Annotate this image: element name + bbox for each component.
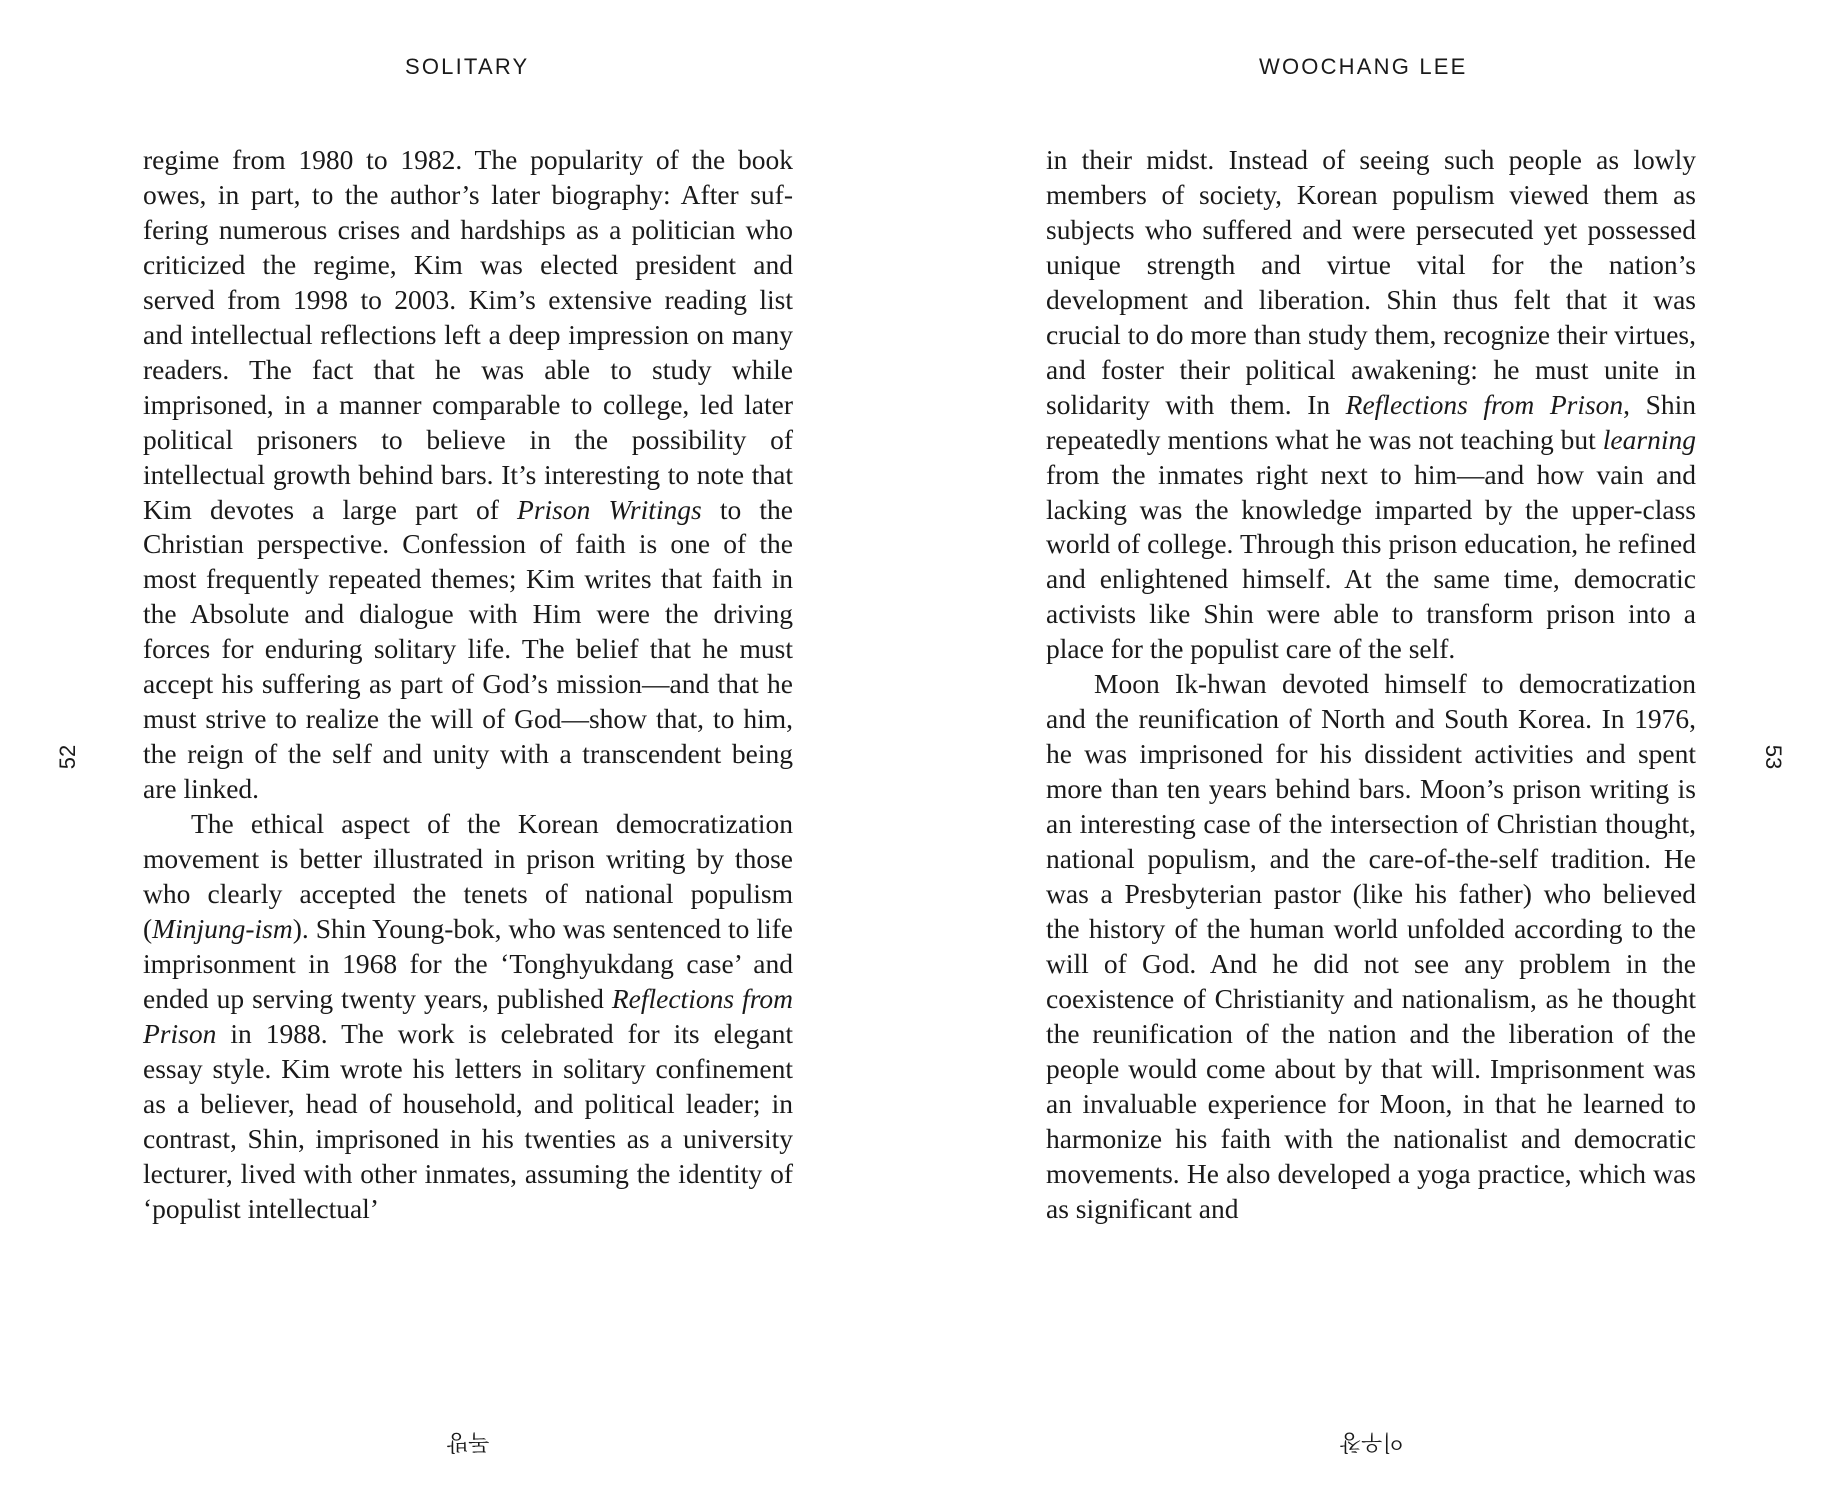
footer-mark-right: 이우창 — [1340, 1429, 1404, 1454]
footer-mark-left: 독방 — [447, 1429, 490, 1454]
body-paragraph — [1046, 667, 1696, 1226]
right-page — [913, 0, 1826, 1500]
text-segment: in 1988. The work is celebrated for its elegant essay style. Kim wrote his letters in solitary confinement as a believer, head of household, and political leader; in contrast, Shin, imprisoned in his twenties as a university lecturer, lived with other inmates, assuming the identity of ‘populist intellectual’ — [143, 1017, 793, 1224]
text-segment: from the inmates right next to him—and how vain and lacking was the knowledge imparted by the upper-class world of college. Through this prison education, he refined and enlightened himself. At the same time, democratic activists like Shin were able to transform prison into a place for the populist care of the self. — [1046, 458, 1696, 665]
italic-text-segment: Reflections from Prison — [143, 982, 793, 1049]
body-paragraph — [143, 143, 793, 807]
body-paragraph — [143, 807, 793, 1226]
italic-text-segment: Minjung-ism — [152, 912, 293, 944]
body-text-right — [1046, 143, 1696, 1227]
text-segment: in their midst. Instead of seeing such people as lowly members of society, Korean populism viewed them as subjects who suffered and were persecuted yet possessed unique strength and virtue vital for the nation’s development and liberation. Shin thus felt that it was crucial to do more than study them, recognize their virtues, and foster their political awakening: he must unite in solidarity with them. In — [1046, 144, 1696, 420]
text-segment: The ethical aspect of the Korean democratization movement is better illustrated in prison writing by those who clearly accepted the tenets of national populism ( — [143, 808, 793, 944]
text-segment: ). Shin Young-bok, who was sentenced to life imprisonment in 1968 for the ‘Tonghyukdang case’ and ended up serving twenty years, published — [143, 912, 793, 1014]
running-head-left: SOLITARY — [405, 54, 530, 79]
page-number-left: 52 — [55, 744, 81, 770]
italic-text-segment: Reflections from Prison — [1345, 388, 1624, 420]
italic-text-segment: Prison Writings — [517, 493, 702, 525]
body-text-left — [143, 143, 793, 1227]
text-segment: to the Christian perspective. Confession of faith is one of the most frequently repeated themes; Kim writes that faith in the Absolute and dialogue with Him were the driving forces for enduring solitary life. The belief that he must accept his suffering as part of God’s mission—and that he must strive to realize the will of God—show that, to him, the reign of the self and unity with a transcendent being are linked. — [143, 493, 793, 805]
text-segment: regime from 1980 to 1982. The popularity of the book owes, in part, to the author’s later biography: After suffering numerous crises and hardships as a politician who criticized the regime, Kim was elected president and served from 1998 to 2003. Kim’s extensive reading list and intellectual reflections left a deep impression on many readers. The fact that he was able to study while imprisoned, in a manner comparable to college, led later political prisoners to believe in the possibility of intellectual growth behind bars. It’s interesting to note that Kim devotes a large part of — [143, 144, 793, 525]
text-segment: , Shin repeatedly mentions what he was not teaching but — [1046, 388, 1697, 455]
italic-text-segment: learning — [1602, 423, 1696, 455]
running-head-right: WOOCHANG LEE — [1259, 54, 1468, 79]
page-number-right: 53 — [1761, 744, 1787, 770]
body-paragraph — [1046, 143, 1696, 667]
text-segment: Moon Ik-hwan devoted himself to democratization and the reunification of North and South Korea. In 1976, he was imprisoned for his dissident activities and spent more than ten years behind bars. Moon’s prison writing is an interesting case of the intersection of Christian thought, national populism, and the care-of-the-self tradition. He was a Presbyterian pastor (like his father) who believed the history of the human world unfolded according to the will of God. And he did not see any problem in the coexistence of Christianity and nationalism, as he thought the reunification of the nation and the liberation of the people would come about by that will. Imprisonment was an invaluable experience for Moon, in that he learned to harmonize his faith with the nationalist and democratic movements. He also developed a yoga practice, which was as significant and — [1046, 668, 1696, 1224]
